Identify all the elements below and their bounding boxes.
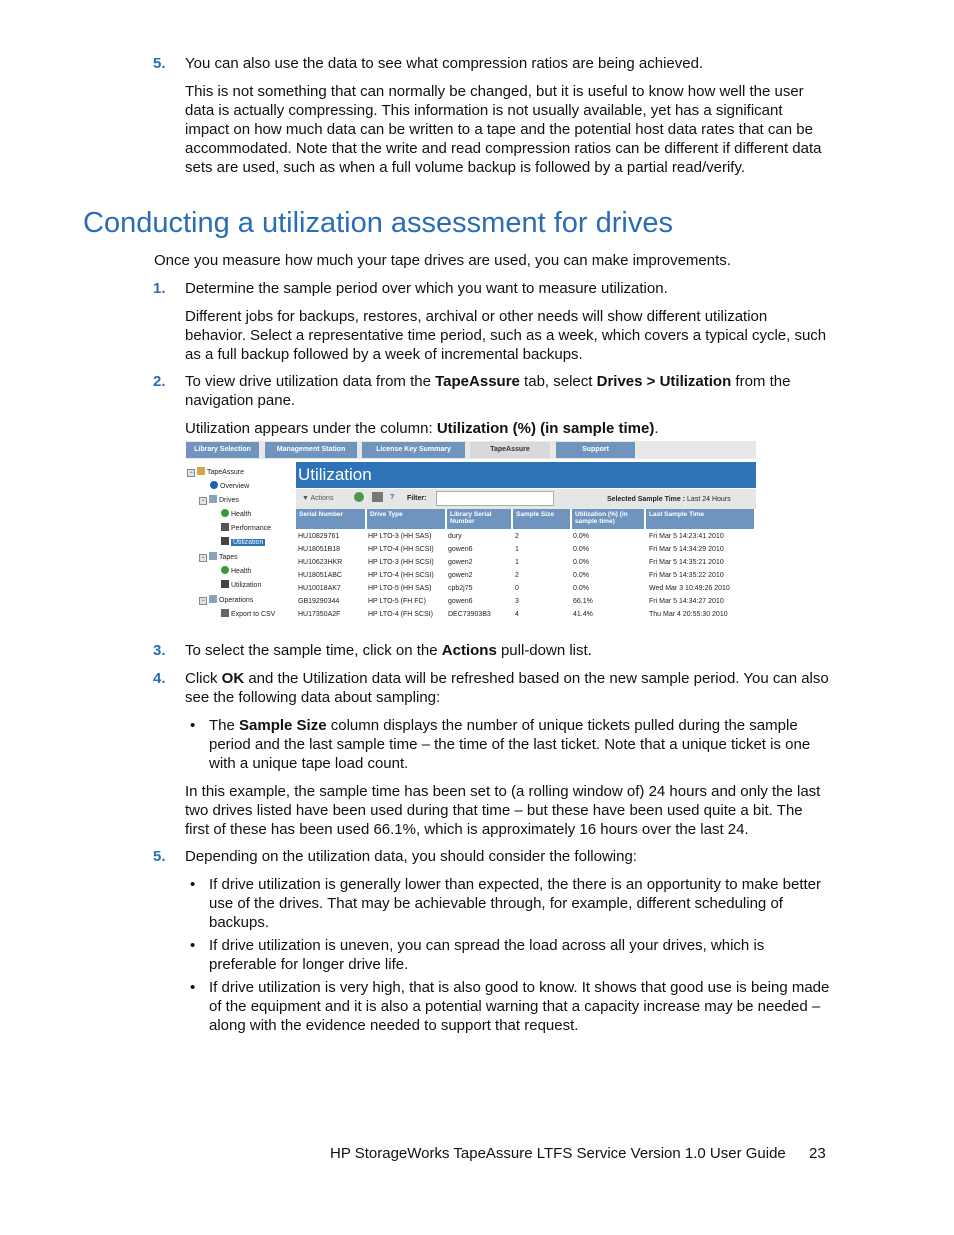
footer-title: HP StorageWorks TapeAssure LTFS Service Version 1.0 User Guide — [330, 1145, 786, 1162]
column-header-serial[interactable]: Serial Number — [296, 509, 365, 529]
step-number: 1. — [153, 280, 166, 297]
step-text: You can also use the data to see what compression ratios are being achieved. — [185, 55, 704, 72]
step-text: To view drive utilization data from the TapeAssure tab, select Drives > Utilization from the navigation pane. — [185, 373, 791, 409]
actions-dropdown[interactable]: ▼ Actions — [302, 495, 334, 502]
drive-icon — [209, 495, 217, 503]
tab-license-key-summary[interactable]: License Key Summary — [362, 442, 465, 458]
collapse-icon[interactable]: − — [199, 597, 207, 605]
navigation-tree — [186, 465, 291, 623]
bullet: • — [190, 979, 196, 996]
filter-input[interactable] — [436, 491, 554, 506]
bullet: • — [190, 876, 196, 893]
utilization-screenshot — [186, 441, 756, 623]
tape-icon — [209, 552, 217, 560]
utilization-icon — [221, 580, 229, 588]
step-detail: In this example, the sample time has been set to (a rolling window of) 24 hours and only the last two drives listed have been used during that time – but these have been used quite a bit. The first of these has been used 66.1%, which is approximately 16 hours over the last 24. — [185, 783, 821, 838]
tree-node-export-csv[interactable]: Export to CSV — [221, 609, 275, 620]
column-header-drive-type[interactable]: Drive Type — [367, 509, 445, 529]
operations-icon — [209, 595, 217, 603]
tree-node-drives-performance[interactable]: Performance — [221, 523, 271, 534]
bullet-text: If drive utilization is very high, that is also good to know. It shows that good use is being made of the equipment and it is also a potential warning that a capacity increase may be needed – along with the evidence needed to support that request. — [209, 979, 830, 1034]
column-header-utilization[interactable]: Utilization (%) (in sample time) — [572, 509, 644, 529]
bullet: • — [190, 937, 196, 954]
tab-bar — [186, 441, 756, 459]
tree-node-operations[interactable]: − Operations — [199, 595, 253, 606]
utilization-pane: Utilization ▼ Actions ? Filter: Selected Sample Time : Last 24 Hours Serial Number Drive Type Library Serial Number Sample Size Utilization (%) (in sample time) Last Sample Time HU10829761 HP LTO-3 (HH SAS) dury 2 0.0% Fri Mar 5 14:23:41 2010 HU18051B18 HP LTO-4 (HH SCSI) gowen6 1 0.0% Fri Mar 5 14:34:29 2010 HU10623HKR HP LTO-3 (HH SCSI) gowen2 1 0.0% Fri Mar 5 14:35:21 2010 HU18051ABC HP LTO-4 (HH SCSI) gowen2 2 0.0% Fri Mar 5 14:35:22 2010 HU10018AK7 HP LTO-5 (HH SAS) cpb2j75 0 0.0% Wed Mar 3 10:49:26 2010 GB19290344 HP LTO-5 (FH FC) gowen6 3 66.1% Fri Mar 5 14:34:27 2010 HU17350A2F HP LTO-4 (FH SCSI) DEC73903B3 4 41.4% Thu Mar 4 20:55:30 2010 — [296, 462, 756, 623]
column-header-library-serial[interactable]: Library Serial Number — [447, 509, 511, 529]
tree-node-drives-utilization[interactable]: Utilization — [221, 537, 265, 548]
export-icon — [221, 609, 229, 617]
tree-node-tapes-utilization[interactable]: Utilization — [221, 580, 261, 591]
step-detail: Utilization appears under the column: Utilization (%) (in sample time). — [185, 420, 659, 437]
refresh-icon[interactable] — [354, 492, 364, 502]
tree-node-drives-health[interactable]: Health — [221, 509, 251, 520]
sample-time-display: Selected Sample Time : Last 24 Hours — [607, 496, 731, 503]
tree-node-drives[interactable]: − Drives — [199, 495, 239, 506]
step-number: 5. — [153, 848, 166, 865]
section-intro: Once you measure how much your tape drives are used, you can make improvements. — [154, 252, 731, 269]
print-icon[interactable] — [372, 492, 383, 502]
column-header-sample-size[interactable]: Sample Size — [513, 509, 570, 529]
step-number: 3. — [153, 642, 166, 659]
step-number: 4. — [153, 670, 166, 687]
caret-down-icon: ▼ — [302, 495, 311, 502]
bullet-text: If drive utilization is generally lower than expected, the there is an opportunity to make better use of the drives. That may be achievable through, for example, different scheduling of backups. — [209, 876, 822, 931]
tab-management-station[interactable]: Management Station — [265, 442, 357, 458]
step-text: Click OK and the Utilization data will be refreshed based on the new sample period. You can also see the following data about sampling: — [185, 670, 829, 706]
bullet: • — [190, 717, 196, 734]
collapse-icon[interactable]: − — [199, 497, 207, 505]
step-number: 2. — [153, 373, 166, 390]
tab-library-selection[interactable]: Library Selection — [186, 442, 259, 458]
filter-label: Filter: — [407, 495, 427, 502]
health-icon — [221, 566, 229, 574]
performance-icon — [221, 523, 229, 531]
column-header-last-sample-time[interactable]: Last Sample Time — [646, 509, 754, 529]
section-title: Conducting a utilization assessment for drives — [83, 207, 673, 239]
info-icon — [210, 481, 218, 489]
pane-title: Utilization — [296, 462, 756, 488]
step-text: To select the sample time, click on the Actions pull-down list. — [185, 642, 592, 659]
bullet-text: If drive utilization is uneven, you can spread the load across all your drives, which is preferable for longer drive life. — [209, 937, 765, 973]
step-text: Determine the sample period over which you want to measure utilization. — [185, 280, 668, 297]
collapse-icon[interactable]: − — [199, 554, 207, 562]
help-icon[interactable]: ? — [390, 494, 395, 501]
toolbar — [296, 489, 756, 509]
tree-node-tapeassure[interactable]: − TapeAssure — [187, 467, 244, 478]
tree-node-overview[interactable]: Overview — [210, 481, 249, 492]
step-detail: This is not something that can normally be changed, but it is useful to know how well the user data is actually compressing. This information is not usually available, yet has a significant impact on how much data can be written to a tape and the potential host data rates that can be accommodated. Note that the write and read compression ratios can be different if different data sets are used, such as when a full volume backup is followed by a partial read/verify. — [185, 83, 822, 176]
utilization-icon — [221, 537, 229, 545]
page-number: 23 — [809, 1145, 826, 1162]
step-detail: Different jobs for backups, restores, archival or other needs will show different utilization behavior. Select a representative time period, such as a week, which covers a typical cycle, such as a full backup followed by a week of incremental backups. — [185, 308, 827, 363]
step-text: Depending on the utilization data, you should consider the following: — [185, 848, 637, 865]
tab-tapeassure[interactable]: TapeAssure — [470, 442, 550, 458]
folder-icon — [197, 467, 205, 475]
tree-node-tapes-health[interactable]: Health — [221, 566, 251, 577]
tab-support[interactable]: Support — [556, 442, 635, 458]
health-icon — [221, 509, 229, 517]
tree-node-tapes[interactable]: − Tapes — [199, 552, 238, 563]
collapse-icon[interactable]: − — [187, 469, 195, 477]
step-number: 5. — [153, 55, 166, 72]
bullet-text: The Sample Size column displays the number of unique tickets pulled during the sample period and the last sample time – the time of the last ticket. Note that a unique ticket is one with a unique tape load count. — [209, 717, 811, 772]
